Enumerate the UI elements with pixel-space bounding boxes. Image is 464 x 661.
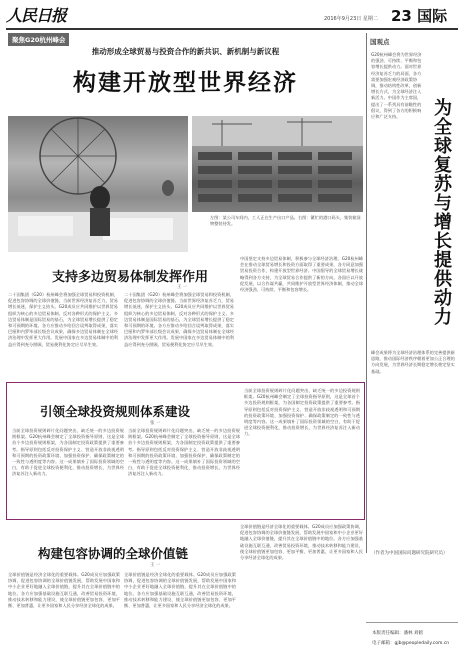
middle-text: 中国坚定支持多边贸易体制，积极参与全球经济治理。G20杭州峰会在推动全球贸易增长和投资方面取得了重要成果，各方同意加强贸易投资合作，构建开放型世界经济。中国倡导的全球贸易增长战略得到各方支持，为全球贸易合作提供了新的方向。各国应以开放促发展，以合作谋共赢，共同维护开放型世界经济体制，推动全球经济强劲、可持续、平衡和包容增长。 (240, 256, 363, 293)
section1-text-col2: 二十国集团（G20）杭州峰会将加强全球贸易和投资机制，促进包容协调的全球价值链。当前世界经济复苏乏力，贸易增长低迷，保护主义抬头。G20成员应共同维护以世界贸易组织为核心的多边贸易体制，反对各种形式的保护主义。多边贸易体制是国际贸易的基石，为全球贸易增长提供了稳定和可预期的环境。各方应推动多哈回合谈判取得成果，落实巴厘和内罗毕部长级会议成果，确保多边贸易体制在全球经济治理中发挥更大作用。发展中国家在多边贸易体制中的利益应得到充分照顾，贸易便利化协定应尽早生效。 (124, 292, 234, 347)
kicker: 推动形成全球贸易与投资合作的新共识、新机制与新议程 (91, 47, 280, 56)
page-number: 23 国际 (391, 7, 448, 25)
section3-text-col3: 全球价值链是经济全球化的重要载体。G20成员应加强政策协调，促进包容协调的全球价值链发展，帮助发展中国家和中小企业更好地融入全球价值链，提升其在全球价值链中的地位。各方应加强基础设施互联互通，改善贸易投资环境，推动技术转移和能力建设，使全球价值链更加包容、更加平衡、更加普惠，让更多国家和人民分享经济全球化的成果。 (240, 524, 363, 561)
port-photo (192, 116, 363, 212)
section2-text-col3: 当前全球投资规则碎片化问题突出，缺乏统一的多边投资规则框架。G20杭州峰会制定了全球投资指导原则，这是全球首个多边投资规则框架，为各国制定投资政策提供了重要参考。指导原则包括反对投资保护主义、营造开放非歧视透明和可预期的投资政策环境、加强投资保护、确保政策制定的一致性与透明度等内容。这一成果填补了国际投资领域的空白，有助于促进全球投资便利化，推动投资增长，为世界经济复苏注入新动力。 (244, 388, 360, 437)
masthead (6, 3, 458, 29)
port-photo-art (192, 116, 363, 212)
section3-text-col2: 全球价值链是经济全球化的重要载体。G20成员应加强政策协调，促进包容协调的全球价值链发展，帮助发展中国家和中小企业更好地融入全球价值链，提升其在全球价值链中的地位。各方应加强基础设施互联互通，改善贸易投资环境，推动技术转移和能力建设，使全球价值链更加包容、更加平衡、更加普惠，让更多国家和人民分享经济全球化的成果。 (124, 572, 236, 609)
footer-rule (366, 622, 458, 623)
date-line: 2016年9月23日 星期二 (324, 16, 378, 22)
section2-byline: 张 一 (150, 421, 161, 426)
section3-title: 构建包容协调的全球价值链 (38, 546, 189, 561)
photo-caption: 左图：某公司车间内，工人正在生产出口产品。右图：繁忙的港口码头，集装箱货物整装待发。 (210, 215, 361, 226)
email-line: 电子邮箱：gjb@peopledaily.com.cn (372, 641, 450, 646)
section3-text-col1: 全球价值链是经济全球化的重要载体。G20成员应加强政策协调，促进包容协调的全球价值链发展，帮助发展中国家和中小企业更好地融入全球价值链，提升其在全球价值链中的地位。各方应加强基础设施互联互通，改善贸易投资环境，推动技术转移和能力建设，使全球价值链更加包容、更加平衡、更加普惠，让更多国家和人民分享经济全球化的成果。 (8, 572, 120, 609)
section1-title: 支持多边贸易体制发挥作用 (52, 270, 209, 285)
section2-text-col2: 当前全球投资规则碎片化问题突出，缺乏统一的多边投资规则框架。G20杭州峰会制定了全球投资指导原则，这是全球首个多边投资规则框架，为各国制定投资政策提供了重要参考。指导原则包括反对投资保护主义、营造开放非歧视透明和可预期的投资政策环境、加强投资保护、确保政策制定的一致性与透明度等内容。这一成果填补了国际投资领域的空白，有助于促进全球投资便利化，推动投资增长，为世界经济复苏注入新动力。 (128, 428, 240, 477)
main-headline: 构建开放型世界经济 (73, 69, 298, 96)
sidebar-text-2: 峰会成果将为全球经济治理体系的完善提供新思路，推动国际经济秩序朝着更加公正合理的方向发展，为世界经济长期稳定增长奠定坚实基础。 (371, 350, 455, 374)
sidebar-text: G20杭州峰会将为世界经济的强劲、可持续、平衡和包容增长提供动力。面对世界经济复苏乏力的局面，各方需要加强宏观经济政策协调，推动结构性改革，创新增长方式，为全球经济注入新活力。中国作为主席国，提出了一系列具有前瞻性的倡议，得到了各方的积极响应和广泛支持。 (371, 52, 422, 120)
column-tag: 聚焦G20杭州峰会 (8, 33, 69, 46)
sidebar-border (366, 33, 367, 553)
editor-line: 本版责任编辑：潘林 刘鹤 (372, 631, 423, 636)
newspaper-logo: 人民日报 (6, 6, 67, 25)
sidebar-title: 为全球复苏与增长提供动力 (431, 98, 452, 326)
factory-photo (8, 116, 188, 252)
sidebar-tag: 国观点 (370, 38, 390, 46)
section1-byline: 王 一 (177, 285, 188, 290)
section3-byline: 王 一 (150, 563, 161, 568)
masthead-rule (6, 28, 458, 30)
factory-photo-art (8, 116, 188, 252)
section2-text-col1: 当前全球投资规则碎片化问题突出，缺乏统一的多边投资规则框架。G20杭州峰会制定了全球投资指导原则，这是全球首个多边投资规则框架，为各国制定投资政策提供了重要参考。指导原则包括反对投资保护主义、营造开放非歧视透明和可预期的投资政策环境、加强投资保护、确保政策制定的一致性与透明度等内容。这一成果填补了国际投资领域的空白，有助于促进全球投资便利化，推动投资增长，为世界经济复苏注入新动力。 (12, 428, 124, 477)
section2-title: 引领全球投资规则体系建设 (40, 404, 191, 419)
section1-text-col1: 二十国集团（G20）杭州峰会将加强全球贸易和投资机制，促进包容协调的全球价值链。当前世界经济复苏乏力，贸易增长低迷，保护主义抬头。G20成员应共同维护以世界贸易组织为核心的多边贸易体制，反对各种形式的保护主义。多边贸易体制是国际贸易的基石，为全球贸易增长提供了稳定和可预期的环境。各方应推动多哈回合谈判取得成果，落实巴厘和内罗毕部长级会议成果，确保多边贸易体制在全球经济治理中发挥更大作用。发展中国家在多边贸易体制中的利益应得到充分照顾，贸易便利化协定应尽早生效。 (8, 292, 118, 347)
sidebar-author: （作者为中国国际问题研究院研究员） (371, 551, 448, 556)
